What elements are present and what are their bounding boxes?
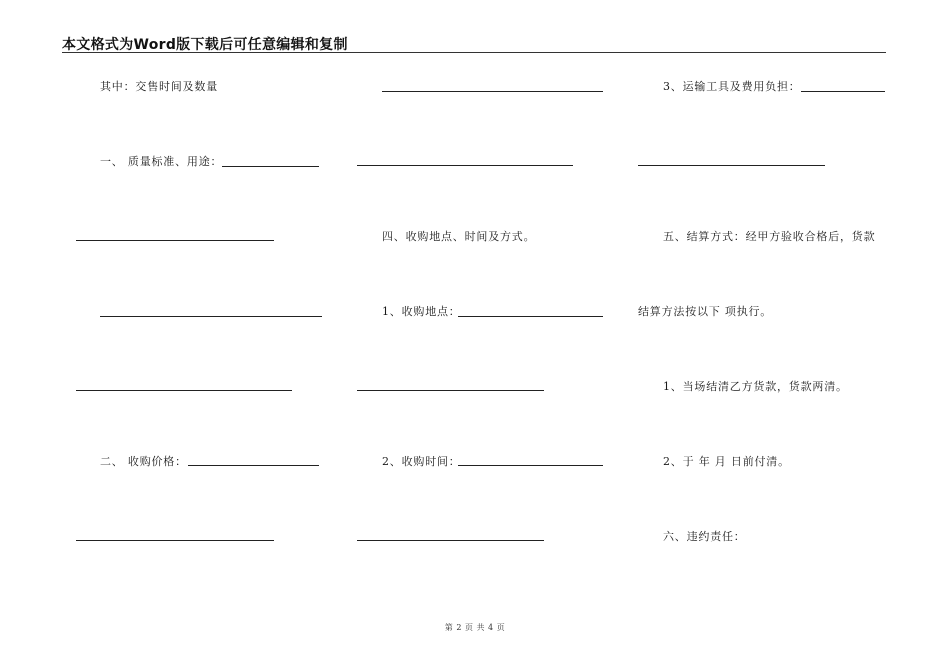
col3-option-2: 2、于 年 月 日前付清。 (663, 455, 790, 468)
quality-standard-blank (222, 166, 319, 167)
page-footer: 第 2 页 共 4 页 (444, 623, 506, 632)
col1-blank-line-4 (76, 540, 274, 541)
col1-blank-line-2 (100, 316, 322, 317)
col3-breach-liability-heading: 六、违约责任： (663, 530, 746, 543)
purchase-place-blank (458, 316, 603, 317)
purchase-time-blank (458, 465, 603, 466)
col2-purchase-place-label: 1、收购地点： (382, 305, 461, 318)
col3-blank-line-1 (638, 165, 825, 166)
transport-cost-blank (801, 91, 885, 92)
col3-settlement-clause: 结算方法按以下 项执行。 (638, 305, 773, 318)
purchase-price-blank (188, 465, 319, 466)
col1-purchase-price-label: 二、 收购价格： (100, 455, 187, 468)
col1-trade-time-quantity: 其中：交售时间及数量 (100, 80, 218, 93)
col2-blank-line-4 (357, 540, 544, 541)
col3-option-1: 1、当场结清乙方货款，货款两清。 (663, 380, 848, 393)
col3-settlement-method: 五、结算方式：经甲方验收合格后，货款 (663, 230, 876, 243)
header-rule (62, 52, 886, 53)
document-header-title: 本文格式为Word版下载后可任意编辑和复制 (62, 37, 348, 53)
col1-blank-line-1 (76, 240, 274, 241)
col2-purchase-place-time-method: 四、收购地点、时间及方式。 (382, 230, 536, 243)
col2-blank-line-2 (357, 165, 573, 166)
col3-transport-cost-label: 3、运输工具及费用负担： (663, 80, 801, 93)
col2-blank-line-3 (357, 390, 544, 391)
col1-quality-standard-label: 一、 质量标准、用途： (100, 155, 223, 168)
col2-purchase-time-label: 2、收购时间： (382, 455, 461, 468)
col2-blank-line-1 (382, 91, 603, 92)
col1-blank-line-3 (76, 390, 292, 391)
